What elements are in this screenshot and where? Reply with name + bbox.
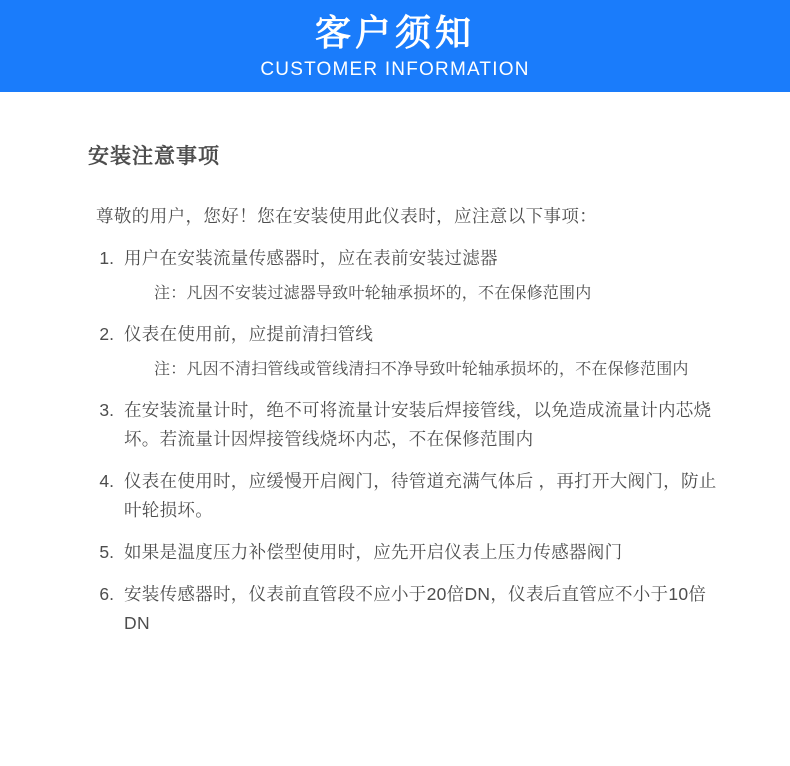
list-item-text: 在安装流量计时，绝不可将流量计安装后焊接管线，以免造成流量计内芯烧坏。若流量计因焊接管线烧坏内芯，不在保修范围内	[124, 400, 712, 449]
list-item	[88, 244, 730, 307]
list-item-text: 仪表在使用前，应提前清扫管线	[124, 324, 374, 344]
list-item	[88, 320, 730, 383]
banner-title-chinese: 客户须知	[314, 12, 475, 53]
list-item	[88, 580, 730, 638]
document-content	[0, 92, 790, 638]
list-item-number: 1.	[99, 248, 114, 268]
list-item-note: 注：凡因不安装过滤器导致叶轮轴承损坏的，不在保修范围内	[154, 285, 592, 302]
list-item	[88, 538, 730, 567]
list-item	[88, 396, 730, 454]
intro-paragraph: 尊敬的用户，您好！您在安装使用此仪表时，应注意以下事项：	[96, 206, 598, 226]
list-item-text: 如果是温度压力补偿型使用时，应先开启仪表上压力传感器阀门	[124, 542, 623, 562]
list-item	[88, 467, 730, 525]
list-item-text: 用户在安装流量传感器时，应在表前安装过滤器	[124, 248, 498, 268]
notes-list	[88, 244, 730, 638]
list-item-text: 安装传感器时，仪表前直管段不应小于20倍DN，仪表后直管应不小于10倍DN	[124, 584, 707, 633]
list-item-number: 5.	[99, 542, 114, 562]
banner-subtitle-english: CUSTOMER INFORMATION	[260, 59, 530, 80]
list-item-number: 2.	[99, 324, 114, 344]
list-item-number: 3.	[99, 400, 114, 420]
page-banner	[0, 0, 790, 92]
section-heading: 安装注意事项	[88, 145, 220, 168]
list-item-text: 仪表在使用时，应缓慢开启阀门，待管道充满气体后 ，再打开大阀门，防止叶轮损坏。	[124, 471, 717, 520]
list-item-note: 注：凡因不清扫管线或管线清扫不净导致叶轮轴承损坏的，不在保修范围内	[154, 361, 689, 378]
list-item-number: 4.	[99, 471, 114, 491]
list-item-number: 6.	[99, 584, 114, 604]
